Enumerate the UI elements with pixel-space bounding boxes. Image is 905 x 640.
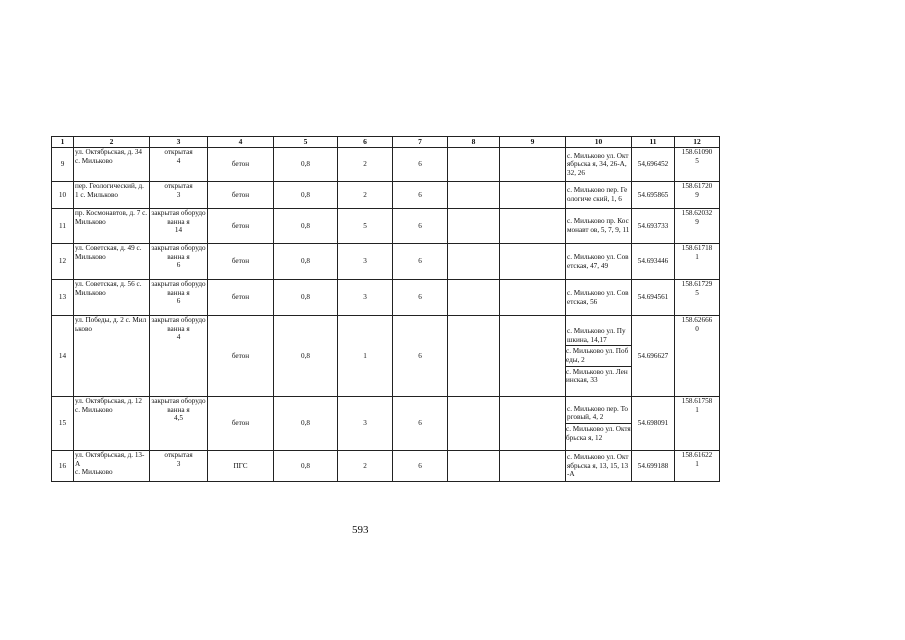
container-site-type-cell: открытая 3 — [150, 451, 208, 482]
header-cell: 3 — [150, 137, 208, 148]
surface-cell: бетон — [208, 280, 274, 316]
container-count-cell: 2 — [338, 451, 393, 482]
longitude-cell: 158.61622 1 — [675, 451, 720, 482]
empty-cell — [500, 397, 566, 451]
row-number-cell: 16 — [52, 451, 74, 482]
latitude-cell: 54.696627 — [632, 316, 675, 397]
address-cell: ул. Советская, д. 56 с. Мильково — [74, 280, 150, 316]
served-addresses-cell — [566, 316, 632, 397]
header-cell: 12 — [675, 137, 720, 148]
served-addresses-cell — [566, 182, 632, 209]
page-number: 593 — [352, 524, 369, 536]
served-address-line: с. Мильково ул. Ленинская, 33 — [566, 366, 631, 386]
header-cell: 11 — [632, 137, 675, 148]
table-row — [52, 209, 720, 244]
container-count-cell: 2 — [338, 148, 393, 182]
row-number-cell: 14 — [52, 316, 74, 397]
served-address-line: с. Мильково ул. Советская, 56 — [567, 288, 629, 306]
container-count-cell: 3 — [338, 244, 393, 280]
longitude-cell: 158.61718 1 — [675, 244, 720, 280]
container-site-type-cell: закрытая оборудованна я 14 — [150, 209, 208, 244]
served-address-line: с. Мильково ул. Победы, 2 — [566, 345, 631, 365]
latitude-cell: 54.694561 — [632, 280, 675, 316]
latitude-cell: 54.695865 — [632, 182, 675, 209]
empty-cell — [448, 451, 500, 482]
header-cell: 4 — [208, 137, 274, 148]
volume-cell: 6 — [393, 280, 448, 316]
served-addresses-cell — [566, 244, 632, 280]
served-addresses-cell — [566, 209, 632, 244]
latitude-cell: 54,696452 — [632, 148, 675, 182]
volume-cell: 6 — [393, 451, 448, 482]
address-cell: ул. Октябрьская, д. 13-А с. Мильково — [74, 451, 150, 482]
volume-cell: 6 — [393, 182, 448, 209]
table-row — [52, 280, 720, 316]
area-cell: 0,8 — [274, 280, 338, 316]
surface-cell: бетон — [208, 148, 274, 182]
table-row — [52, 244, 720, 280]
volume-cell: 6 — [393, 316, 448, 397]
row-number-cell: 9 — [52, 148, 74, 182]
served-address-line: с. Мильково ул. Пушкина, 14,17 — [567, 327, 626, 344]
empty-cell — [500, 209, 566, 244]
container-count-cell: 1 — [338, 316, 393, 397]
served-address-line: с. Мильково ул. Октябрьска я, 34, 26-А, 32, 26 — [567, 151, 629, 177]
row-number-cell: 15 — [52, 397, 74, 451]
surface-cell: бетон — [208, 316, 274, 397]
area-cell: 0,8 — [274, 148, 338, 182]
served-addresses-cell — [566, 280, 632, 316]
header-cell: 1 — [52, 137, 74, 148]
volume-cell: 6 — [393, 209, 448, 244]
table-row — [52, 316, 720, 397]
data-table-container — [51, 136, 719, 482]
container-site-type-cell: открытая 3 — [150, 182, 208, 209]
header-cell: 5 — [274, 137, 338, 148]
served-addresses-cell — [566, 148, 632, 182]
empty-cell — [500, 182, 566, 209]
served-address-line: с. Мильково пер. Торговый, 4, 2 — [567, 404, 629, 422]
longitude-cell: 158.61720 9 — [675, 182, 720, 209]
served-address-line: с. Мильково ул. Советская, 47, 49 — [567, 252, 629, 270]
container-count-cell: 3 — [338, 397, 393, 451]
empty-cell — [448, 316, 500, 397]
address-cell: пр. Космонавтов, д. 7 с. Мильково — [74, 209, 150, 244]
longitude-cell: 158.61758 1 — [675, 397, 720, 451]
latitude-cell: 54.698091 — [632, 397, 675, 451]
container-count-cell: 2 — [338, 182, 393, 209]
volume-cell: 6 — [393, 148, 448, 182]
container-site-type-cell: закрытая оборудованна я 4,5 — [150, 397, 208, 451]
table-header-row — [52, 137, 720, 148]
area-cell: 0,8 — [274, 451, 338, 482]
header-cell: 9 — [500, 137, 566, 148]
volume-cell: 6 — [393, 397, 448, 451]
empty-cell — [500, 148, 566, 182]
empty-cell — [448, 397, 500, 451]
area-cell: 0,8 — [274, 244, 338, 280]
row-number-cell: 10 — [52, 182, 74, 209]
latitude-cell: 54.693733 — [632, 209, 675, 244]
container-site-type-cell: открытая 4 — [150, 148, 208, 182]
served-addresses-cell — [566, 451, 632, 482]
address-cell: ул. Октябрьская, д. 34 с. Мильково — [74, 148, 150, 182]
longitude-cell: 158.62032 9 — [675, 209, 720, 244]
empty-cell — [500, 280, 566, 316]
address-cell: ул. Победы, д. 2 с. Мильково — [74, 316, 150, 397]
surface-cell: бетон — [208, 209, 274, 244]
table-row — [52, 451, 720, 482]
served-address-line: с. Мильково ул. Октябрьска я, 13, 15, 13-А — [567, 453, 629, 479]
header-cell: 7 — [393, 137, 448, 148]
table-row — [52, 148, 720, 182]
surface-cell: бетон — [208, 397, 274, 451]
area-cell: 0,8 — [274, 316, 338, 397]
address-cell: ул. Октябрьская, д. 12 с. Мильково — [74, 397, 150, 451]
served-address-line: с. Мильково пер. Геологиче ский, 1, 6 — [567, 186, 628, 203]
empty-cell — [500, 244, 566, 280]
surface-cell: ПГС — [208, 451, 274, 482]
container-count-cell: 3 — [338, 280, 393, 316]
volume-cell: 6 — [393, 244, 448, 280]
data-table — [51, 136, 720, 482]
served-address-line: с. Мильково пр. Космонавт ов, 5, 7, 9, 11 — [567, 217, 630, 234]
header-cell: 8 — [448, 137, 500, 148]
table-row — [52, 182, 720, 209]
container-count-cell: 5 — [338, 209, 393, 244]
empty-cell — [500, 316, 566, 397]
surface-cell: бетон — [208, 244, 274, 280]
table-row — [52, 397, 720, 451]
served-addresses-cell — [566, 397, 632, 451]
address-cell: пер. Геологический, д. 1 с. Мильково — [74, 182, 150, 209]
empty-cell — [500, 451, 566, 482]
surface-cell: бетон — [208, 182, 274, 209]
longitude-cell: 158.61729 5 — [675, 280, 720, 316]
area-cell: 0,8 — [274, 182, 338, 209]
row-number-cell: 12 — [52, 244, 74, 280]
longitude-cell: 158.61090 5 — [675, 148, 720, 182]
area-cell: 0,8 — [274, 209, 338, 244]
address-cell: ул. Советская, д. 49 с. Мильково — [74, 244, 150, 280]
latitude-cell: 54.693446 — [632, 244, 675, 280]
empty-cell — [448, 280, 500, 316]
container-site-type-cell: закрытая оборудованна я 6 — [150, 280, 208, 316]
longitude-cell: 158.62666 0 — [675, 316, 720, 397]
row-number-cell: 11 — [52, 209, 74, 244]
header-cell: 10 — [566, 137, 632, 148]
header-cell: 2 — [74, 137, 150, 148]
empty-cell — [448, 244, 500, 280]
area-cell: 0,8 — [274, 397, 338, 451]
empty-cell — [448, 148, 500, 182]
row-number-cell: 13 — [52, 280, 74, 316]
empty-cell — [448, 209, 500, 244]
latitude-cell: 54.699188 — [632, 451, 675, 482]
header-cell: 6 — [338, 137, 393, 148]
container-site-type-cell: закрытая оборудованна я 6 — [150, 244, 208, 280]
served-address-line: с. Мильково ул. Октябрьска я, 12 — [566, 425, 631, 442]
container-site-type-cell: закрытая оборудованна я 4 — [150, 316, 208, 397]
empty-cell — [448, 182, 500, 209]
